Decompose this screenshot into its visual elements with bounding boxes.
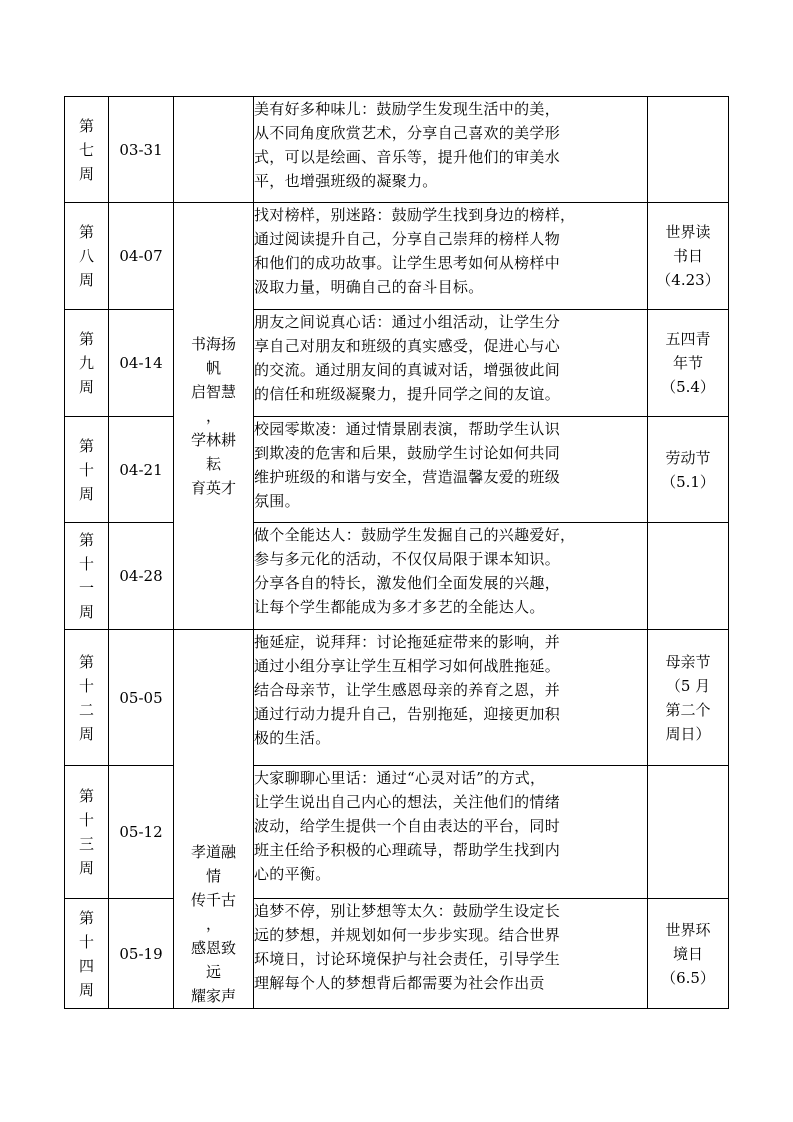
activity-content-cell: [254, 97, 648, 203]
week-char: 周: [78, 378, 94, 396]
activity-content-line: 极的生活。: [254, 729, 331, 747]
week-char: 周: [78, 603, 94, 621]
festival-note-cell: [648, 310, 729, 417]
unit-theme-line: 耀家声: [190, 987, 236, 1005]
activity-content-cell: [254, 766, 648, 899]
table-row: [65, 630, 729, 766]
festival-note-line: 劳动节: [665, 448, 711, 467]
activity-content-line: 朋友之间说真心话：通过小组活动，让学生分: [254, 313, 561, 331]
activity-content-line: 参与多元化的活动，不仅仅局限于课本知识。: [254, 550, 561, 568]
week-char: 一: [78, 579, 94, 597]
date-cell: 05-12: [109, 766, 174, 899]
unit-theme-line: 孝道融: [190, 843, 236, 861]
activity-content-line: 和他们的成功故事。让学生思考如何从榜样中: [254, 254, 561, 272]
week-char: 第: [78, 652, 94, 671]
activity-content-line: 让学生说出自己内心的想法，关注他们的情绪: [254, 793, 561, 811]
week-char: 十: [78, 676, 94, 695]
week-char: 第: [78, 531, 94, 549]
week-char: 三: [78, 835, 94, 853]
week-char: 十: [78, 932, 94, 951]
activity-content-line: 波动，给学生提供一个自由表达的平台，同时: [254, 817, 561, 835]
activity-content-line: 从不同角度欣赏艺术，分享自己喜欢的美学形: [254, 124, 561, 142]
unit-theme-line: 感恩致: [190, 939, 236, 957]
festival-note-cell: [648, 630, 729, 766]
activity-content-line: 美有好多种味儿：鼓励学生发现生活中的美，: [254, 100, 561, 118]
table-row: [65, 203, 729, 310]
festival-note-line: 年节: [672, 354, 703, 372]
week-cell: [65, 97, 109, 203]
week-char: 第: [78, 330, 94, 348]
activity-content-line: 汲取力量，明确自己的奋斗目标。: [254, 278, 484, 296]
week-char: 第: [78, 436, 94, 455]
week-char: 第: [78, 116, 94, 135]
festival-note-line: （5.1）: [661, 472, 715, 491]
unit-theme-line: 耘: [205, 455, 221, 473]
unit-theme-line: 启智慧: [190, 383, 236, 401]
activity-content-line: 氛围。: [254, 492, 300, 510]
activity-content-line: 班主任给予积极的心理疏导，帮助学生找到内: [254, 841, 561, 859]
festival-note-line: 世界环: [665, 920, 711, 939]
activity-content-cell: [254, 417, 648, 523]
week-char: 第: [78, 223, 94, 241]
activity-content-line: 享自己对朋友和班级的真实感受，促进心与心: [254, 337, 561, 355]
table-row: [65, 523, 729, 630]
unit-theme-cell: [174, 203, 254, 630]
festival-note-cell: [648, 203, 729, 310]
table-row: [65, 310, 729, 417]
week-char: 第: [78, 908, 94, 927]
week-char: 周: [78, 859, 94, 877]
week-cell: [65, 630, 109, 766]
unit-theme-line: ，: [205, 407, 221, 425]
activity-content-line: 环境日，讨论环境保护与社会责任，引导学生: [254, 950, 561, 968]
week-char: 周: [78, 484, 94, 503]
activity-content-cell: [254, 203, 648, 310]
activity-content-cell: [254, 310, 648, 417]
week-char: 周: [78, 271, 94, 289]
date-cell: 05-05: [109, 630, 174, 766]
activity-content-line: 通过阅读提升自己，分享自己崇拜的榜样人物: [254, 230, 561, 248]
week-char: 周: [78, 980, 94, 999]
festival-note-line: （6.5）: [661, 968, 715, 987]
festival-note-cell: [648, 899, 729, 1009]
week-char: 第: [78, 787, 94, 805]
unit-theme-cell: [174, 630, 254, 1009]
week-char: 九: [78, 354, 94, 372]
activity-content-line: 心的平衡。: [254, 865, 331, 883]
unit-theme-line: 远: [205, 963, 221, 981]
table-row: [65, 766, 729, 899]
activity-content-line: 让每个学生都能成为多才多艺的全能达人。: [254, 598, 545, 616]
date-cell: 04-28: [109, 523, 174, 630]
activity-content-line: 大家聊聊心里话：通过“心灵对话”的方式，: [254, 769, 546, 787]
date-cell: 05-19: [109, 899, 174, 1009]
unit-theme-line: 传千古: [190, 891, 236, 909]
festival-note-line: 世界读: [665, 223, 711, 241]
unit-cell-empty: [174, 97, 254, 203]
week-cell: [65, 310, 109, 417]
activity-content-line: 的信任和班级凝聚力，提升同学之间的友谊。: [254, 385, 561, 403]
unit-theme-line: 书海扬: [190, 335, 236, 353]
activity-content-line: 平，也增强班级的凝聚力。: [254, 172, 438, 190]
activity-content-line: 分享各自的特长，激发他们全面发展的兴趣，: [254, 574, 561, 592]
week-char: 十: [78, 811, 94, 829]
activity-content-line: 式，可以是绘画、音乐等，提升他们的审美水: [254, 148, 561, 166]
activity-content-line: 远的梦想，并规划如何一步步实现。结合世界: [254, 926, 561, 944]
date-cell: 04-21: [109, 417, 174, 523]
festival-note-cell: [648, 97, 729, 203]
activity-content-cell: [254, 630, 648, 766]
activity-content-line: 做个全能达人：鼓励学生发掘自己的兴趣爱好，: [254, 526, 576, 544]
week-cell: [65, 899, 109, 1009]
activity-content-line: 校园零欺凌：通过情景剧表演，帮助学生认识: [254, 420, 561, 438]
unit-theme-line: 育英才: [190, 479, 236, 497]
activity-content-line: 拖延症，说拜拜：讨论拖延症带来的影响，并: [254, 633, 561, 651]
activity-content-line: 维护班级的和谐与安全，营造温馨友爱的班级: [254, 468, 561, 486]
date-cell: 04-07: [109, 203, 174, 310]
festival-note-line: （5 月: [665, 676, 711, 695]
activity-content-line: 通过行动力提升自己，告别拖延，迎接更加积: [254, 705, 561, 723]
festival-note-cell: [648, 766, 729, 899]
activity-content-line: 通过小组分享让学生互相学习如何战胜拖延。: [254, 657, 561, 675]
festival-note-line: 五四青: [665, 330, 711, 348]
week-char: 周: [78, 164, 94, 183]
schedule-body: [65, 97, 729, 1009]
activity-content-line: 理解每个人的梦想背后都需要为社会作出贡: [254, 974, 545, 992]
unit-theme-line: 情: [205, 867, 221, 885]
unit-theme-line: 学林耕: [190, 431, 236, 449]
activity-content-line: 的交流。通过朋友间的真诚对话，增强彼此间: [254, 361, 561, 379]
activity-content-cell: [254, 523, 648, 630]
activity-content-line: 找对榜样，别迷路：鼓励学生找到身边的榜样，: [254, 206, 576, 224]
week-char: 七: [78, 140, 94, 159]
activity-content-line: 结合母亲节，让学生感恩母亲的养育之恩，并: [254, 681, 561, 699]
schedule-table: [64, 96, 729, 1009]
week-char: 十: [78, 555, 94, 573]
festival-note-cell: [648, 417, 729, 523]
activity-content-line: 到欺凌的危害和后果，鼓励学生讨论如何共同: [254, 444, 561, 462]
unit-theme-line: 帆: [205, 359, 221, 377]
date-cell: 04-14: [109, 310, 174, 417]
festival-note-cell: [648, 523, 729, 630]
date-cell: 03-31: [109, 97, 174, 203]
table-row: [65, 899, 729, 1009]
table-row: [65, 97, 729, 203]
activity-content-line: 追梦不停，别让梦想等太久：鼓励学生设定长: [254, 902, 561, 920]
week-char: 二: [78, 700, 94, 719]
festival-note-line: 第二个: [665, 700, 711, 719]
festival-note-line: （5.4）: [661, 378, 715, 396]
week-cell: [65, 417, 109, 523]
week-cell: [65, 203, 109, 310]
week-char: 十: [78, 460, 94, 479]
festival-note-line: 境日: [672, 944, 703, 963]
unit-theme-line: ，: [205, 915, 221, 933]
activity-content-cell: [254, 899, 648, 1009]
festival-note-line: 书日: [672, 247, 703, 265]
week-char: 四: [78, 956, 94, 975]
week-cell: [65, 766, 109, 899]
week-char: 八: [78, 247, 94, 265]
week-char: 周: [78, 724, 94, 743]
week-cell: [65, 523, 109, 630]
festival-note-line: （4.23）: [656, 271, 720, 289]
festival-note-line: 周日）: [665, 724, 711, 743]
table-row: [65, 417, 729, 523]
festival-note-line: 母亲节: [665, 652, 711, 671]
